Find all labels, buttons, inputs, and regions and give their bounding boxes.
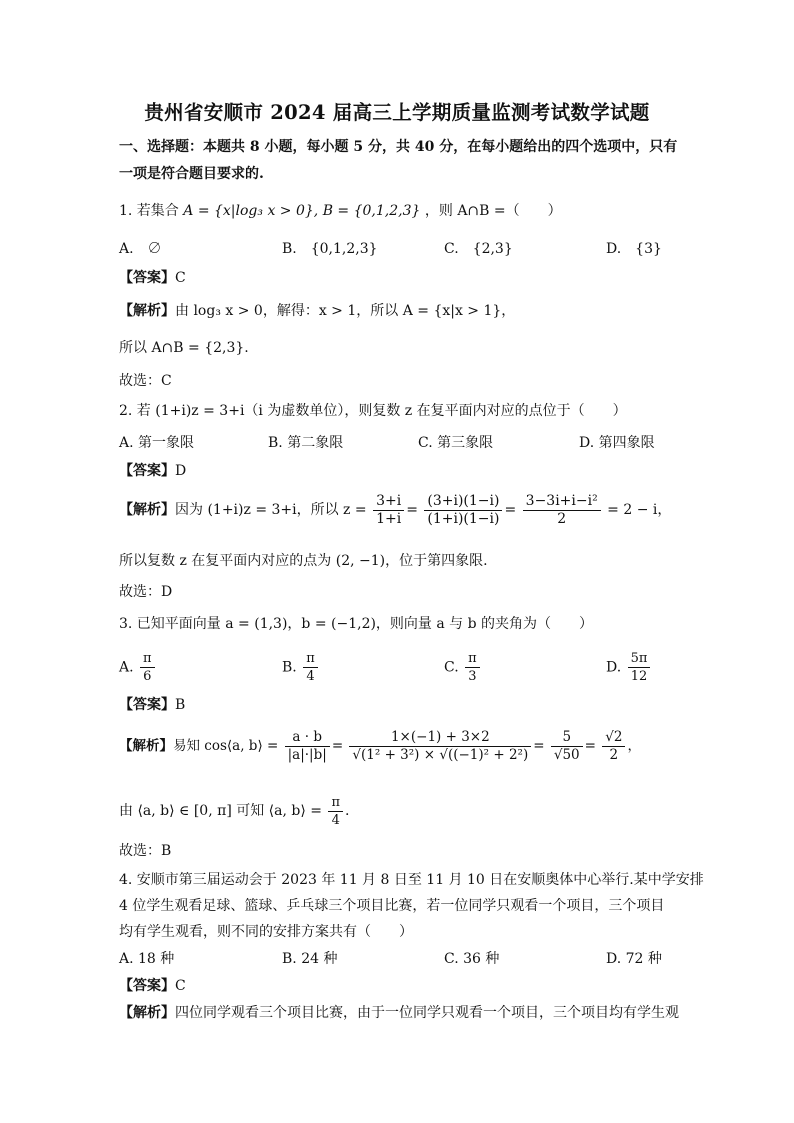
q3-g2-num: 1×(−1) + 3×2: [349, 729, 531, 747]
section-instructions-line2: 一项是符合题目要求的.: [119, 166, 264, 182]
q1-option-b: B. {0,1,2,3}: [282, 241, 378, 257]
q1-stem: [119, 201, 562, 221]
q2-analysis-pre: 因为 (1+i)z = 3+i，所以 z =: [175, 502, 367, 518]
q1-sets: A = {x|log₃ x > 0}, B = {0,1,2,3}: [183, 203, 421, 219]
q2-stem: 2. 若 (1+i)z = 3+i（i 为虚数单位），则复数 z 在复平面内对应的点位于（ ）: [119, 403, 627, 419]
choose-label: 故选：: [119, 584, 161, 600]
q3-fraction-2: [349, 729, 531, 764]
q3-result-fraction: [328, 794, 343, 829]
choose-label: 故选：: [119, 373, 161, 389]
q3-fraction-1: [285, 729, 330, 764]
q2-f2-num: (3+i)(1−i): [424, 493, 502, 511]
q4-analysis-text1: 四位同学观看三个项目比赛，由于一位同学只观看一个项目，三个项目均有学生观: [175, 1005, 679, 1021]
q3-option-c: [444, 650, 482, 685]
q3-answer-value: B: [175, 697, 186, 713]
q3-analysis-line1: 【解析】易知 cos⟨a, b⟩ = $\frac{a \cdot b}{|a|\cdot|b|}$ = $\frac{1\times(-1) + 3\times 2}{\text{√(1² + 3²) × √((−1)² + 2²)}}$ = $\frac{5}{√50}$ = $\frac{√2}{2}$ ，: [119, 729, 641, 763]
q2-choose-value: D: [161, 584, 173, 600]
q2-option-b: B. 第二象限: [268, 435, 344, 451]
q2-f3-den: 2: [557, 510, 567, 527]
answer-label: 【答案】: [119, 463, 175, 479]
q3-c-num: π: [465, 650, 480, 668]
q2-fraction-2: [424, 493, 502, 528]
q3-option-a-fraction: [140, 650, 155, 685]
q4-analysis-line1: [119, 1003, 679, 1023]
q3-analysis-pre: 易知 cos⟨a, b⟩ =: [173, 738, 279, 754]
q2-f3-num: 3−3i+i−i²: [523, 493, 601, 511]
q3-stem: 3. 已知平面向量 a = (1,3)，b = (−1,2)，则向量 a 与 b 的夹角为（ ）: [119, 616, 594, 632]
q1-choose: [119, 371, 172, 391]
q2-analysis-line1: 【解析】因为 (1+i)z = 3+i，所以 z = $\frac{3+i}{1+i}$ = $\frac{(3+i)(1-i)}{(1+i)(1-i)}$ = $\frac{\text{3−3i+i−i²}}{2}$ = 2 − i，: [119, 492, 672, 527]
q1-option-a: A. ∅: [119, 241, 162, 257]
q2-analysis-line2: 所以复数 z 在复平面内对应的点为 (2, −1)，位于第四象限.: [119, 553, 488, 569]
choose-label: 故选：: [119, 843, 161, 859]
q3-b-num: π: [303, 650, 318, 668]
q3-g4-den: 2: [609, 747, 619, 763]
q3-fraction-4: [602, 729, 625, 764]
q4-option-d: D. 72 种: [606, 951, 662, 967]
section-instructions-line1: 一、选择题：本题共 8 小题，每小题 5 分，共 40 分，在每小题给出的四个选项中，只有: [119, 139, 678, 155]
q3-option-c-letter: C.: [444, 659, 459, 676]
q3-b-den: 4: [306, 669, 315, 684]
q3-g4-num: √2: [602, 729, 625, 747]
q3-g3-num: 5: [551, 729, 583, 747]
q3-option-b: [282, 650, 320, 685]
q3-c-den: 3: [468, 669, 477, 684]
q4-option-b: B. 24 种: [282, 951, 338, 967]
q1-answer: [119, 268, 186, 288]
q3-choose-value: B: [161, 843, 172, 859]
q1-answer-value: C: [175, 270, 186, 286]
page-title: 贵州省安顺市 2024 届高三上学期质量监测考试数学试题: [144, 101, 650, 124]
q1-prefix: 1. 若集合: [119, 203, 179, 219]
q3-option-d-letter: D.: [606, 659, 622, 676]
q1-analysis-text1: 由 log₃ x > 0，解得：x > 1，所以 A = {x|x > 1}，: [175, 303, 516, 319]
q2-answer-value: D: [175, 463, 187, 479]
q4-answer-value: C: [175, 978, 186, 994]
q2-f1-den: 1+i: [376, 510, 402, 527]
q4-option-a: A. 18 种: [119, 951, 175, 967]
q4-stem-line2: 4 位学生观看足球、篮球、乒乓球三个项目比赛，若一位同学只观看一个项目，三个项目: [119, 898, 665, 914]
q2-f1-num: 3+i: [373, 493, 404, 511]
q1-option-c: C. {2,3}: [444, 241, 513, 257]
q1-analysis-line2: 所以 A∩B = {2,3}.: [119, 340, 249, 356]
q3-g1-num: a · b: [285, 729, 330, 747]
q2-analysis-end: = 2 − i，: [607, 502, 672, 518]
q2-fraction-1: [373, 493, 404, 528]
q1-suffix: ，则 A∩B =（ ）: [424, 203, 562, 219]
q3-option-a: [119, 650, 157, 685]
q3-analysis2-pre: 由 ⟨a, b⟩ ∈ [0, π] 可知 ⟨a, b⟩ =: [119, 803, 322, 819]
q3-answer: [119, 695, 185, 715]
q2-option-a: A. 第一象限: [119, 435, 195, 451]
q3-option-c-fraction: [465, 650, 480, 685]
q3-g1-den: |a|·|b|: [287, 747, 327, 763]
analysis-label: 【解析】: [119, 502, 175, 518]
q2-option-c: C. 第三象限: [418, 435, 494, 451]
q4-stem-line1: 4. 安顺市第三届运动会于 2023 年 11 月 8 日至 11 月 10 日在安顺奥体中心举行.某中学安排: [119, 872, 704, 888]
q3-res-den: 4: [331, 812, 340, 828]
q3-a-den: 6: [143, 669, 152, 684]
answer-label: 【答案】: [119, 697, 175, 713]
q1-choose-value: C: [161, 373, 172, 389]
q3-option-a-letter: A.: [119, 659, 134, 676]
answer-label: 【答案】: [119, 978, 175, 994]
analysis-label: 【解析】: [119, 1005, 175, 1021]
q3-a-num: π: [140, 650, 155, 668]
q3-fraction-3: [551, 729, 583, 764]
q3-d-den: 12: [630, 669, 648, 684]
q4-option-c: C. 36 种: [444, 951, 500, 967]
answer-label: 【答案】: [119, 270, 175, 286]
q3-option-d-fraction: [628, 650, 651, 685]
q2-option-d: D. 第四象限: [579, 435, 655, 451]
q3-g2-den: √(1² + 3²) × √((−1)² + 2²): [352, 747, 529, 763]
q3-g3-den: √50: [553, 747, 580, 763]
q4-answer: [119, 976, 186, 996]
q2-choose: [119, 582, 172, 602]
q1-analysis-line1: [119, 301, 515, 321]
analysis-label: 【解析】: [119, 738, 173, 754]
q2-answer: [119, 461, 186, 481]
q2-fraction-3: [523, 493, 601, 528]
q3-d-num: 5π: [628, 650, 651, 668]
q3-res-num: π: [328, 794, 343, 812]
q4-stem-line3: 均有学生观看，则不同的安排方案共有（ ）: [119, 924, 413, 940]
q1-option-d: D. {3}: [606, 241, 662, 257]
q3-analysis-line2: 由 ⟨a, b⟩ ∈ [0, π] 可知 ⟨a, b⟩ = $\frac{\pi}{4}$ .: [119, 794, 350, 828]
q3-option-d: [606, 650, 652, 685]
q3-choose: [119, 841, 171, 861]
analysis-label: 【解析】: [119, 303, 175, 319]
q3-option-b-fraction: [303, 650, 318, 685]
q2-f2-den: (1+i)(1−i): [427, 510, 500, 527]
q3-option-b-letter: B.: [282, 659, 297, 676]
